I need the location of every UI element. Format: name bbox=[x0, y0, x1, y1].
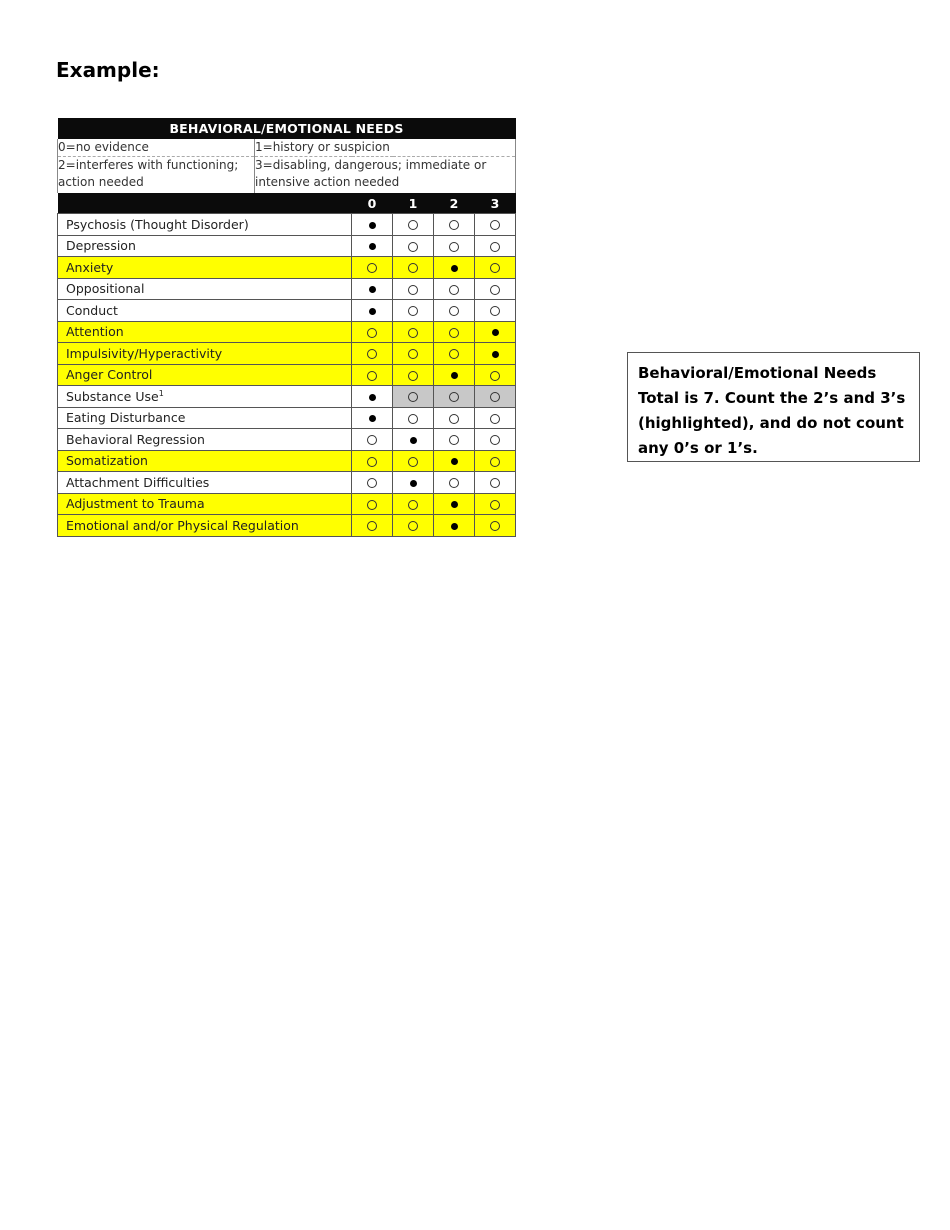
selected-radio-icon[interactable] bbox=[451, 523, 458, 530]
row-label bbox=[58, 386, 352, 408]
rating-cell-1 bbox=[393, 386, 434, 408]
unselected-radio-icon[interactable] bbox=[367, 521, 377, 531]
rating-cell-2 bbox=[434, 235, 475, 257]
row-label bbox=[58, 343, 352, 365]
unselected-radio-icon[interactable] bbox=[490, 220, 500, 230]
row-label bbox=[58, 364, 352, 386]
unselected-radio-icon[interactable] bbox=[408, 521, 418, 531]
unselected-radio-icon[interactable] bbox=[367, 500, 377, 510]
unselected-radio-icon[interactable] bbox=[449, 306, 459, 316]
rating-cell-3 bbox=[475, 300, 516, 322]
unselected-radio-icon[interactable] bbox=[490, 521, 500, 531]
rating-cell-1 bbox=[393, 429, 434, 451]
rating-cell-0 bbox=[352, 472, 393, 494]
rating-cell-0 bbox=[352, 278, 393, 300]
table-row bbox=[58, 235, 516, 257]
unselected-radio-icon[interactable] bbox=[490, 306, 500, 316]
unselected-radio-icon[interactable] bbox=[490, 392, 500, 402]
row-label bbox=[58, 214, 352, 236]
legend-1: 1=history or suspicion bbox=[255, 139, 516, 157]
row-label-text: Behavioral Regression bbox=[66, 431, 205, 447]
row-label-text: Conduct bbox=[66, 302, 118, 318]
rating-cell-1 bbox=[393, 343, 434, 365]
table-row bbox=[58, 321, 516, 343]
rating-cell-3 bbox=[475, 450, 516, 472]
selected-radio-icon[interactable] bbox=[369, 286, 376, 293]
rating-cell-1 bbox=[393, 407, 434, 429]
unselected-radio-icon[interactable] bbox=[408, 285, 418, 295]
row-label-text: Oppositional bbox=[66, 281, 145, 297]
rating-cell-3 bbox=[475, 321, 516, 343]
selected-radio-icon[interactable] bbox=[451, 458, 458, 465]
rating-cell-2 bbox=[434, 493, 475, 515]
unselected-radio-icon[interactable] bbox=[449, 478, 459, 488]
rating-cell-0 bbox=[352, 429, 393, 451]
table-row bbox=[58, 214, 516, 236]
table-row bbox=[58, 407, 516, 429]
rating-cell-2 bbox=[434, 214, 475, 236]
rating-cell-1 bbox=[393, 300, 434, 322]
row-label bbox=[58, 429, 352, 451]
row-label-text: Impulsivity/Hyperactivity bbox=[66, 345, 223, 361]
unselected-radio-icon[interactable] bbox=[408, 328, 418, 338]
rating-cell-1 bbox=[393, 321, 434, 343]
rating-cell-1 bbox=[393, 278, 434, 300]
column-header-blank bbox=[58, 193, 352, 214]
row-label-text: Substance Use bbox=[66, 388, 159, 404]
unselected-radio-icon[interactable] bbox=[490, 414, 500, 424]
row-label-text: Anxiety bbox=[66, 259, 114, 275]
row-label bbox=[58, 235, 352, 257]
selected-radio-icon[interactable] bbox=[451, 372, 458, 379]
unselected-radio-icon[interactable] bbox=[449, 285, 459, 295]
row-label bbox=[58, 407, 352, 429]
rating-cell-0 bbox=[352, 321, 393, 343]
rating-cell-3 bbox=[475, 386, 516, 408]
rating-cell-3 bbox=[475, 493, 516, 515]
unselected-radio-icon[interactable] bbox=[367, 349, 377, 359]
row-label-text: Attachment Difficulties bbox=[66, 474, 210, 490]
unselected-radio-icon[interactable] bbox=[408, 414, 418, 424]
selected-radio-icon[interactable] bbox=[451, 501, 458, 508]
row-label bbox=[58, 278, 352, 300]
column-header-0: 0 bbox=[352, 193, 393, 214]
rating-cell-2 bbox=[434, 257, 475, 279]
selected-radio-icon[interactable] bbox=[369, 415, 376, 422]
rating-cell-2 bbox=[434, 515, 475, 537]
rating-cell-0 bbox=[352, 257, 393, 279]
row-label-text: Somatization bbox=[66, 453, 148, 469]
rating-cell-1 bbox=[393, 515, 434, 537]
rating-cell-3 bbox=[475, 429, 516, 451]
unselected-radio-icon[interactable] bbox=[408, 371, 418, 381]
rating-cell-3 bbox=[475, 515, 516, 537]
unselected-radio-icon[interactable] bbox=[490, 457, 500, 467]
table-body bbox=[58, 214, 516, 537]
row-label-text: Attention bbox=[66, 324, 124, 340]
row-label bbox=[58, 300, 352, 322]
unselected-radio-icon[interactable] bbox=[408, 457, 418, 467]
rating-cell-1 bbox=[393, 472, 434, 494]
unselected-radio-icon[interactable] bbox=[449, 435, 459, 445]
table-row bbox=[58, 278, 516, 300]
rating-cell-1 bbox=[393, 257, 434, 279]
unselected-radio-icon[interactable] bbox=[449, 392, 459, 402]
column-header-2: 2 bbox=[434, 193, 475, 214]
rating-cell-0 bbox=[352, 300, 393, 322]
unselected-radio-icon[interactable] bbox=[490, 242, 500, 252]
rating-cell-1 bbox=[393, 235, 434, 257]
selected-radio-icon[interactable] bbox=[451, 265, 458, 272]
rating-cell-0 bbox=[352, 450, 393, 472]
rating-cell-1 bbox=[393, 450, 434, 472]
rating-cell-1 bbox=[393, 214, 434, 236]
rating-cell-0 bbox=[352, 386, 393, 408]
table-row bbox=[58, 364, 516, 386]
table-row bbox=[58, 300, 516, 322]
legend-0: 0=no evidence bbox=[58, 139, 255, 157]
selected-radio-icon[interactable] bbox=[492, 351, 499, 358]
table-row bbox=[58, 493, 516, 515]
rating-cell-3 bbox=[475, 278, 516, 300]
unselected-radio-icon[interactable] bbox=[367, 263, 377, 273]
rating-cell-3 bbox=[475, 214, 516, 236]
legend-2: 2=interferes with functioning; action needed bbox=[58, 157, 255, 194]
row-label bbox=[58, 257, 352, 279]
rating-cell-2 bbox=[434, 278, 475, 300]
unselected-radio-icon[interactable] bbox=[449, 349, 459, 359]
table-title: BEHAVIORAL/EMOTIONAL NEEDS bbox=[58, 118, 516, 139]
unselected-radio-icon[interactable] bbox=[490, 500, 500, 510]
rating-cell-0 bbox=[352, 515, 393, 537]
footnote-marker: 1 bbox=[158, 388, 164, 398]
table-row bbox=[58, 429, 516, 451]
rating-cell-3 bbox=[475, 257, 516, 279]
column-header-3: 3 bbox=[475, 193, 516, 214]
rating-cell-2 bbox=[434, 386, 475, 408]
rating-cell-2 bbox=[434, 472, 475, 494]
rating-cell-0 bbox=[352, 364, 393, 386]
unselected-radio-icon[interactable] bbox=[408, 500, 418, 510]
row-label-text: Emotional and/or Physical Regulation bbox=[66, 517, 299, 533]
row-label-text: Adjustment to Trauma bbox=[66, 496, 205, 512]
rating-cell-2 bbox=[434, 343, 475, 365]
row-label bbox=[58, 515, 352, 537]
rating-cell-0 bbox=[352, 214, 393, 236]
unselected-radio-icon[interactable] bbox=[408, 263, 418, 273]
unselected-radio-icon[interactable] bbox=[367, 478, 377, 488]
selected-radio-icon[interactable] bbox=[369, 222, 376, 229]
column-header-1: 1 bbox=[393, 193, 434, 214]
selected-radio-icon[interactable] bbox=[369, 243, 376, 250]
row-label bbox=[58, 493, 352, 515]
unselected-radio-icon[interactable] bbox=[408, 306, 418, 316]
rating-cell-0 bbox=[352, 343, 393, 365]
unselected-radio-icon[interactable] bbox=[408, 349, 418, 359]
row-label bbox=[58, 450, 352, 472]
rating-cell-2 bbox=[434, 364, 475, 386]
rating-cell-3 bbox=[475, 343, 516, 365]
selected-radio-icon[interactable] bbox=[492, 329, 499, 336]
rating-cell-3 bbox=[475, 472, 516, 494]
table-row bbox=[58, 386, 516, 408]
selected-radio-icon[interactable] bbox=[369, 394, 376, 401]
selected-radio-icon[interactable] bbox=[369, 308, 376, 315]
unselected-radio-icon[interactable] bbox=[367, 328, 377, 338]
table-row bbox=[58, 515, 516, 537]
legend-3: 3=disabling, dangerous; immediate or intensive action needed bbox=[255, 157, 516, 194]
unselected-radio-icon[interactable] bbox=[408, 392, 418, 402]
row-label bbox=[58, 472, 352, 494]
row-label-text: Eating Disturbance bbox=[66, 410, 186, 426]
unselected-radio-icon[interactable] bbox=[490, 478, 500, 488]
unselected-radio-icon[interactable] bbox=[367, 457, 377, 467]
rating-cell-2 bbox=[434, 429, 475, 451]
row-label-text: Anger Control bbox=[66, 367, 153, 383]
rating-cell-3 bbox=[475, 364, 516, 386]
unselected-radio-icon[interactable] bbox=[449, 414, 459, 424]
unselected-radio-icon[interactable] bbox=[490, 435, 500, 445]
unselected-radio-icon[interactable] bbox=[408, 220, 418, 230]
rating-cell-3 bbox=[475, 407, 516, 429]
example-heading: Example: bbox=[56, 58, 160, 82]
rating-cell-2 bbox=[434, 407, 475, 429]
total-note: Behavioral/Emotional Needs Total is 7. Count the 2’s and 3’s (highlighted), and do not count any 0’s or 1’s. bbox=[627, 352, 920, 462]
rating-cell-0 bbox=[352, 407, 393, 429]
selected-radio-icon[interactable] bbox=[410, 480, 417, 487]
rating-cell-0 bbox=[352, 493, 393, 515]
unselected-radio-icon[interactable] bbox=[449, 328, 459, 338]
rating-cell-2 bbox=[434, 300, 475, 322]
unselected-radio-icon[interactable] bbox=[449, 220, 459, 230]
table-row bbox=[58, 450, 516, 472]
rating-cell-0 bbox=[352, 235, 393, 257]
row-label bbox=[58, 321, 352, 343]
rating-cell-1 bbox=[393, 364, 434, 386]
unselected-radio-icon[interactable] bbox=[367, 435, 377, 445]
unselected-radio-icon[interactable] bbox=[408, 242, 418, 252]
table-row bbox=[58, 257, 516, 279]
table-row bbox=[58, 343, 516, 365]
row-label-text: Depression bbox=[66, 238, 136, 254]
rating-cell-3 bbox=[475, 235, 516, 257]
rating-cell-2 bbox=[434, 450, 475, 472]
row-label-text: Psychosis (Thought Disorder) bbox=[66, 216, 249, 232]
rating-cell-1 bbox=[393, 493, 434, 515]
unselected-radio-icon[interactable] bbox=[449, 242, 459, 252]
selected-radio-icon[interactable] bbox=[410, 437, 417, 444]
table-row bbox=[58, 472, 516, 494]
rating-cell-2 bbox=[434, 321, 475, 343]
behavioral-emotional-needs-table bbox=[57, 118, 516, 537]
unselected-radio-icon[interactable] bbox=[490, 371, 500, 381]
unselected-radio-icon[interactable] bbox=[490, 263, 500, 273]
unselected-radio-icon[interactable] bbox=[367, 371, 377, 381]
unselected-radio-icon[interactable] bbox=[490, 285, 500, 295]
